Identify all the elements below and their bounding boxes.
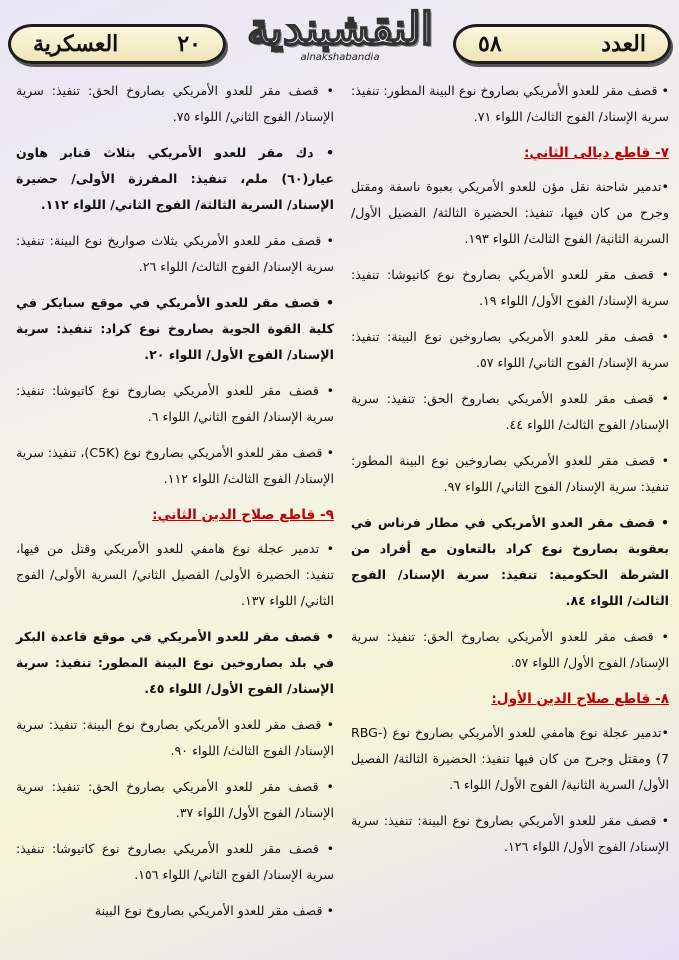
report-item: • قصف مقر للعدو الأمريكي بصاروخ الحق: تنفيذ: سرية الإسناد/ الفوج الثالث/ اللواء ٤٤. — [351, 391, 669, 432]
report-item: • قصف مقر للعدو الأمريكي بصاروخ نوع البينة — [94, 903, 334, 918]
page-header — [0, 0, 679, 78]
section-banner — [8, 24, 226, 64]
issue-label: العدد — [601, 31, 646, 57]
report-item: •تدمير عجلة نوع هامفي للعدو الأمريكي بصاروخ نوع (RBG-7) ومقتل وجرح من كان فيها تنفيذ: الحضيرة الثالثة/ الفصيل الأول/ السرية الثانية/ الفوج الأول/ اللواء ٦. — [351, 725, 669, 792]
report-item: • قصف مقر للعدو الأمريكي بصاروخ نوع البينة المطور: تنفيذ: سرية الإسناد/ الفوج الثالث/ اللواء ٧١. — [351, 83, 669, 124]
report-item: • قصف مقر للعدو الأمريكي بصاروخ نوع كاتيوشا: تنفيذ: سرية الإسناد/ الفوج الثاني/ اللواء ١٥٦. — [16, 841, 334, 882]
logo-mark: النقشبندية — [247, 4, 433, 55]
section-label: العسكرية — [33, 31, 119, 57]
left-column — [16, 78, 334, 934]
report-item: • قصف مقر للعدو الأمريكي بصاروخ نوع كاتيوشا: تنفيذ: سرية الإسناد/ الفوج الثاني/ اللواء ٦. — [16, 383, 334, 424]
section-number: ٢٠ — [177, 31, 201, 57]
report-item: • قصف مقر للعدو الأمريكي بصاروخ الحق: تنفيذ: سرية الإسناد/ الفوج الأول/ اللواء ٥٧. — [351, 629, 669, 670]
issue-banner — [453, 24, 671, 64]
issue-number: ٥٨ — [478, 31, 502, 57]
report-item: • قصف مقر للعدو الأمريكي بصاروخ الحق: تنفيذ: سرية الإسناد/ الفوج الثاني/ اللواء ٧٥. — [16, 83, 334, 124]
report-item: • قصف مقر العدو الأمريكي في مطار فرناس في بعقوبة بصاروخ نوع كراد بالتعاون مع أفراد من الشرطة الحكومية: تنفيذ: سرية الإسناد/ الفوج الثالث/ اللواء ٨٤. — [351, 515, 669, 608]
report-item: • قصف مقر للعدو الأمريكي بصاروخ نوع البينة: تنفيذ: سرية الإسناد/ الفوج الثالث/ اللواء ٩٠. — [16, 717, 334, 758]
section-heading: ٧- قاطع ديالى الثاني: — [523, 145, 669, 161]
report-item: • قصف مقر للعدو الأمريكي بصاروخ الحق: تنفيذ: سرية الإسناد/ الفوج الأول/ اللواء ٣٧. — [16, 779, 334, 820]
report-item: • قصف مقر للعدو الأمريكي في موقع قاعدة البكر في بلد بصاروخين نوع البينة المطور: تنفيذ: سرية الإسناد/ الفوج الأول/ اللواء ٤٥. — [16, 629, 334, 696]
report-item: • تدمير عجلة نوع هامفي للعدو الأمريكي وقتل من فيها، تنفيذ: الحضيرة الأولى/ الفصيل الثاني/ السرية الأولى/ الفوج الثاني/ اللواء ١٣٧. — [16, 541, 334, 608]
report-item: • قصف مقر للعدو الأمريكي في موقع سبايكر في كلية القوة الجوية بصاروخ نوع كراد: تنفيذ: سرية الإسناد/ الفوج الأول/ اللواء ٢٠. — [16, 295, 334, 362]
section-heading: ٩- قاطع صلاح الدين الثاني: — [152, 507, 334, 523]
report-item: • قصف مقر للعدو الأمريكي بثلاث صواريخ نوع البينة: تنفيذ: سرية الإسناد/ الفوج الثالث/ اللواء ٢٦. — [16, 233, 334, 274]
report-item: •تدمير شاحنة نقل مؤن للعدو الأمريكي بعبوة ناسفة ومقتل وجرح من كان فيها، تنفيذ: الحضيرة الثالثة/ الفصيل الأول/ السرية الثانية/ الفوج الثالث/ اللواء ١٩٣. — [351, 179, 669, 246]
report-item: • قصف مقر للعدو الأمريكي بصاروخ نوع كاتيوشا: تنفيذ: سرية الإسناد/ الفوج الأول/ اللواء ١٩. — [351, 267, 669, 308]
report-item: • قصف مقر للعدو الأمريكي بصاروخين نوع البينة المطور: تنفيذ: سرية الإسناد/ الفوج الثاني/ اللواء ٩٧. — [351, 453, 669, 494]
right-column — [351, 78, 669, 870]
report-item: • قصف مقر للعدو الأمريكي بصاروخ نوع البينة: تنفيذ: سرية الإسناد/ الفوج الأول/ اللواء ١٢٦. — [351, 813, 669, 854]
report-item: • قصف مقر للعدو الأمريكي بصاروخ نوع (C5K)، تنفيذ: سرية الإسناد/ الفوج الثالث/ اللواء ١١٢. — [16, 445, 334, 486]
report-item: • دك مقر للعدو الأمريكي بثلاث قنابر هاون عيار(٦٠) ملم، تنفيذ: المفرزة الأولى/ حضيرة الإسناد/ السرية الثالثة/ الفوج الثاني/ اللواء ١١٢. — [16, 145, 334, 212]
logo — [236, 4, 444, 74]
logo-url: alnakshabandia — [300, 52, 380, 63]
report-item: • قصف مقر للعدو الأمريكي بصاروخين نوع البينة: تنفيذ: سرية الإسناد/ الفوج الثاني/ اللواء ٥٧. — [351, 329, 669, 370]
section-heading: ٨- قاطع صلاح الدين الأول: — [491, 691, 669, 707]
